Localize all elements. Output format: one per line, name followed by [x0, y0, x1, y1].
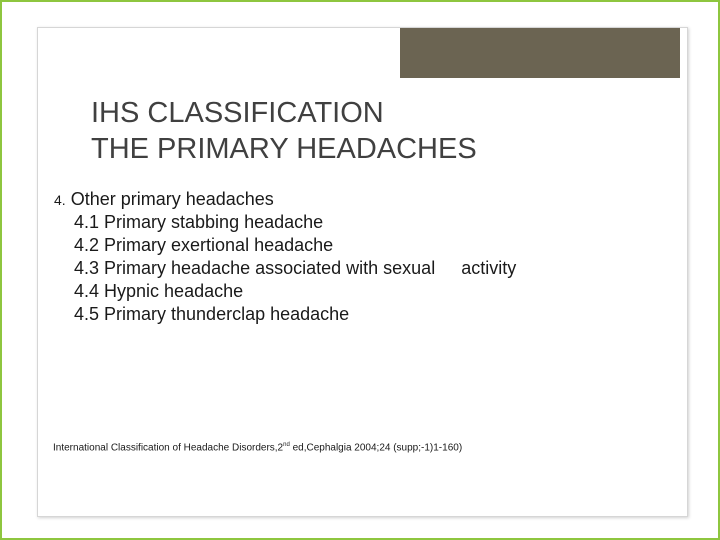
slide-title-line-1: IHS CLASSIFICATION: [91, 97, 384, 129]
sub-list-item-label: 4.2 Primary exertional headache: [74, 235, 334, 255]
sub-list-item: [54, 280, 516, 303]
slide-body: [54, 188, 516, 326]
slide-title-line-2: THE PRIMARY HEADACHES: [91, 133, 477, 165]
sub-list-item: [54, 303, 516, 326]
citation-footnote: [53, 438, 462, 455]
list-item-label: Other primary headaches: [65, 189, 274, 209]
sub-list-item-label: 4.3 Primary headache associated with sexual: [74, 258, 436, 278]
slide-title: [91, 95, 477, 167]
citation-superscript: nd: [283, 442, 290, 448]
sub-list-item: [54, 211, 516, 234]
citation-text-before: International Classification of Headache Disorders,2: [53, 442, 284, 454]
sub-list-item-label: 4.4 Hypnic headache: [74, 281, 244, 301]
sub-list-item: [54, 234, 516, 257]
list-item-main: [54, 188, 516, 211]
sub-list-item-continuation: activity: [461, 258, 517, 278]
sub-list-item-label: 4.5 Primary thunderclap headache: [74, 304, 350, 324]
sub-list-item-label: 4.1 Primary stabbing headache: [74, 212, 324, 232]
decorative-header-block: [400, 28, 680, 78]
citation-text-after: ed,Cephalgia 2004;24 (supp;-1)1-160): [289, 442, 463, 454]
sub-list-item: [54, 257, 516, 280]
list-item-number: 4.: [54, 192, 66, 208]
